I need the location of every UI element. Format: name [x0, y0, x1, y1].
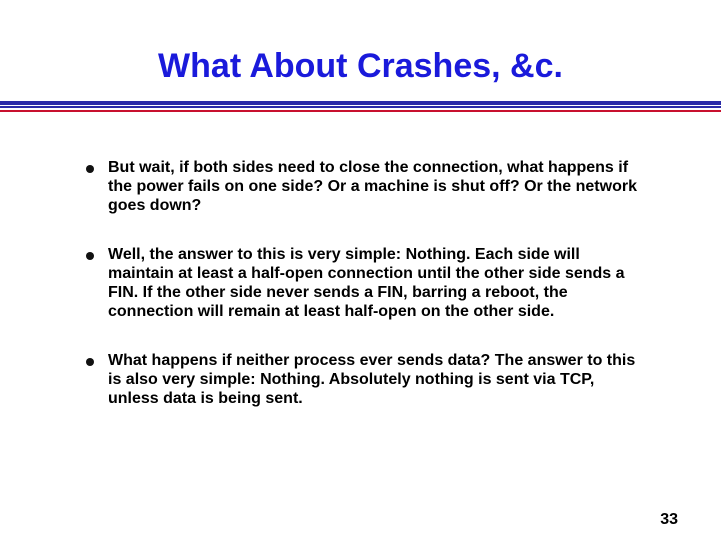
- bullet-list: [84, 158, 644, 438]
- title-rule-thin: [0, 106, 721, 108]
- page-number: 33: [660, 511, 678, 528]
- bullet-text: Well, the answer to this is very simple: Nothing. Each side will maintain at least a half-open connection until the other side sends a FIN. If the other side never sends a FIN, barring a reboot, the connection will remain at least half-open on the other side.: [108, 246, 625, 320]
- bullet-item: [84, 158, 644, 215]
- bullet-dot-icon: [86, 165, 94, 173]
- title-rule-thick: [0, 101, 721, 105]
- bullet-dot-icon: [86, 358, 94, 366]
- bullet-item: [84, 351, 644, 408]
- slide-title: What About Crashes, &c.: [158, 47, 563, 85]
- bullet-text: What happens if neither process ever sends data? The answer to this is also very simple: Nothing. Absolutely nothing is sent via TCP, unless data is being sent.: [108, 352, 636, 407]
- bullet-text: But wait, if both sides need to close the connection, what happens if the power fails on one side? Or a machine is shut off? Or the network goes down?: [108, 159, 637, 214]
- bullet-dot-icon: [86, 252, 94, 260]
- bullet-item: [84, 245, 644, 321]
- title-rule-red: [0, 110, 721, 112]
